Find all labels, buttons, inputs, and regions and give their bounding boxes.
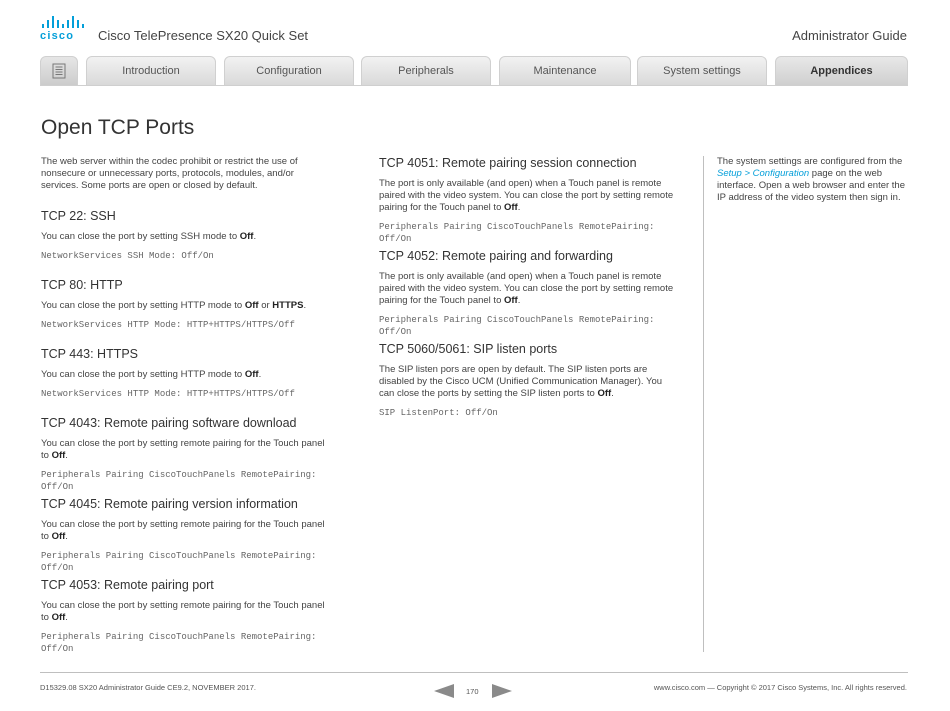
config-command: Peripherals Pairing CiscoTouchPanels RemotePairing: Off/On — [41, 470, 317, 492]
config-command: Peripherals Pairing CiscoTouchPanels RemotePairing: Off/On — [379, 315, 655, 337]
section-heading: TCP 4052: Remote pairing and forwarding — [379, 249, 613, 263]
footer-doc-id: D15329.08 SX20 Administrator Guide CE9.2, NOVEMBER 2017. — [40, 683, 256, 692]
nav-tabs — [40, 56, 908, 86]
side-note-text: The system settings are configured from the Setup > Configuration page on the web interface. Open a web browser and enter the IP address of the video system then sign in. — [717, 156, 906, 203]
tab-introduction[interactable]: Introduction — [86, 56, 216, 86]
section-text: The port is only available (and open) when a Touch panel is remote paired with the video system. You can close the port by setting remote pairing for the Touch panel to Off. — [379, 178, 674, 213]
previous-page-arrow-icon[interactable] — [434, 684, 454, 698]
product-title: Cisco TelePresence SX20 Quick Set — [98, 28, 309, 43]
cisco-logo — [40, 16, 86, 42]
section-tcp-5060 — [379, 342, 679, 419]
setup-configuration-link[interactable]: Setup > Configuration — [717, 168, 810, 179]
footer-divider — [40, 672, 908, 673]
logo-wordmark: cisco — [40, 30, 75, 42]
section-heading: TCP 22: SSH — [41, 209, 116, 223]
section-tcp-443 — [41, 347, 331, 400]
config-command: Peripherals Pairing CiscoTouchPanels RemotePairing: Off/On — [41, 551, 317, 573]
section-tcp-4045 — [41, 497, 331, 574]
tab-divider — [40, 85, 908, 86]
config-command: SIP ListenPort: Off/On — [379, 408, 498, 418]
contents-icon — [52, 63, 66, 79]
tab-maintenance[interactable]: Maintenance — [499, 56, 631, 86]
section-tcp-4043 — [41, 416, 331, 493]
section-tcp-4052 — [379, 249, 679, 338]
page-title: Open TCP Ports — [41, 116, 195, 139]
section-text: You can close the port by setting remote pairing for the Touch panel to Off. — [41, 600, 325, 623]
intro-paragraph — [41, 156, 331, 199]
section-tcp-22 — [41, 209, 331, 262]
section-heading: TCP 443: HTTPS — [41, 347, 139, 361]
tab-configuration[interactable]: Configuration — [224, 56, 354, 86]
config-command: Peripherals Pairing CiscoTouchPanels RemotePairing: Off/On — [379, 222, 655, 244]
tab-peripherals[interactable]: Peripherals — [361, 56, 491, 86]
tab-system-settings[interactable]: System settings — [637, 56, 767, 86]
section-text: You can close the port by setting HTTP mode to Off or HTTPS. — [41, 300, 307, 311]
section-heading: TCP 4051: Remote pairing session connection — [379, 156, 637, 170]
column-divider — [703, 156, 704, 652]
next-page-arrow-icon[interactable] — [492, 684, 512, 698]
intro-text: The web server within the codec prohibit or restrict the use of nonsecure or unnecessary ports, protocols, modules, and/or services. Some ports are open or closed by default. — [41, 156, 298, 191]
section-tcp-4051 — [379, 156, 679, 245]
tab-table-of-contents[interactable] — [40, 56, 78, 86]
section-text: You can close the port by setting remote pairing for the Touch panel to Off. — [41, 519, 325, 542]
config-command: NetworkServices HTTP Mode: HTTP+HTTPS/HTTPS/Off — [41, 320, 295, 330]
config-command: NetworkServices SSH Mode: Off/On — [41, 251, 214, 261]
section-heading: TCP 5060/5061: SIP listen ports — [379, 342, 558, 356]
section-text: The port is only available (and open) when a Touch panel is remote paired with the video system. You can close the port by setting remote pairing for the Touch panel to Off. — [379, 271, 674, 306]
section-text: The SIP listen pors are open by default. The SIP listen ports are disabled by the Cisco UCM (Unified Communication Manager). You can close the ports by setting the SIP listen ports to Off. — [379, 364, 663, 399]
side-note — [717, 156, 907, 204]
footer-copyright: www.cisco.com — Copyright © 2017 Cisco Systems, Inc. All rights reserved. — [653, 683, 907, 692]
cisco-bridge-icon — [42, 16, 86, 28]
section-tcp-4053 — [41, 578, 331, 655]
tab-appendices[interactable]: Appendices — [775, 56, 908, 86]
section-tcp-80 — [41, 278, 331, 331]
section-heading: TCP 4045: Remote pairing version information — [41, 497, 298, 511]
section-heading: TCP 80: HTTP — [41, 278, 123, 292]
guide-title: Administrator Guide — [792, 28, 907, 43]
page-number: 170 — [466, 687, 479, 696]
section-text: You can close the port by setting remote pairing for the Touch panel to Off. — [41, 438, 325, 461]
config-command: Peripherals Pairing CiscoTouchPanels RemotePairing: Off/On — [41, 632, 317, 654]
section-text: You can close the port by setting SSH mode to Off. — [41, 231, 257, 242]
config-command: NetworkServices HTTP Mode: HTTP+HTTPS/HTTPS/Off — [41, 389, 295, 399]
section-heading: TCP 4043: Remote pairing software download — [41, 416, 297, 430]
section-heading: TCP 4053: Remote pairing port — [41, 578, 214, 592]
section-text: You can close the port by setting HTTP mode to Off. — [41, 369, 262, 380]
